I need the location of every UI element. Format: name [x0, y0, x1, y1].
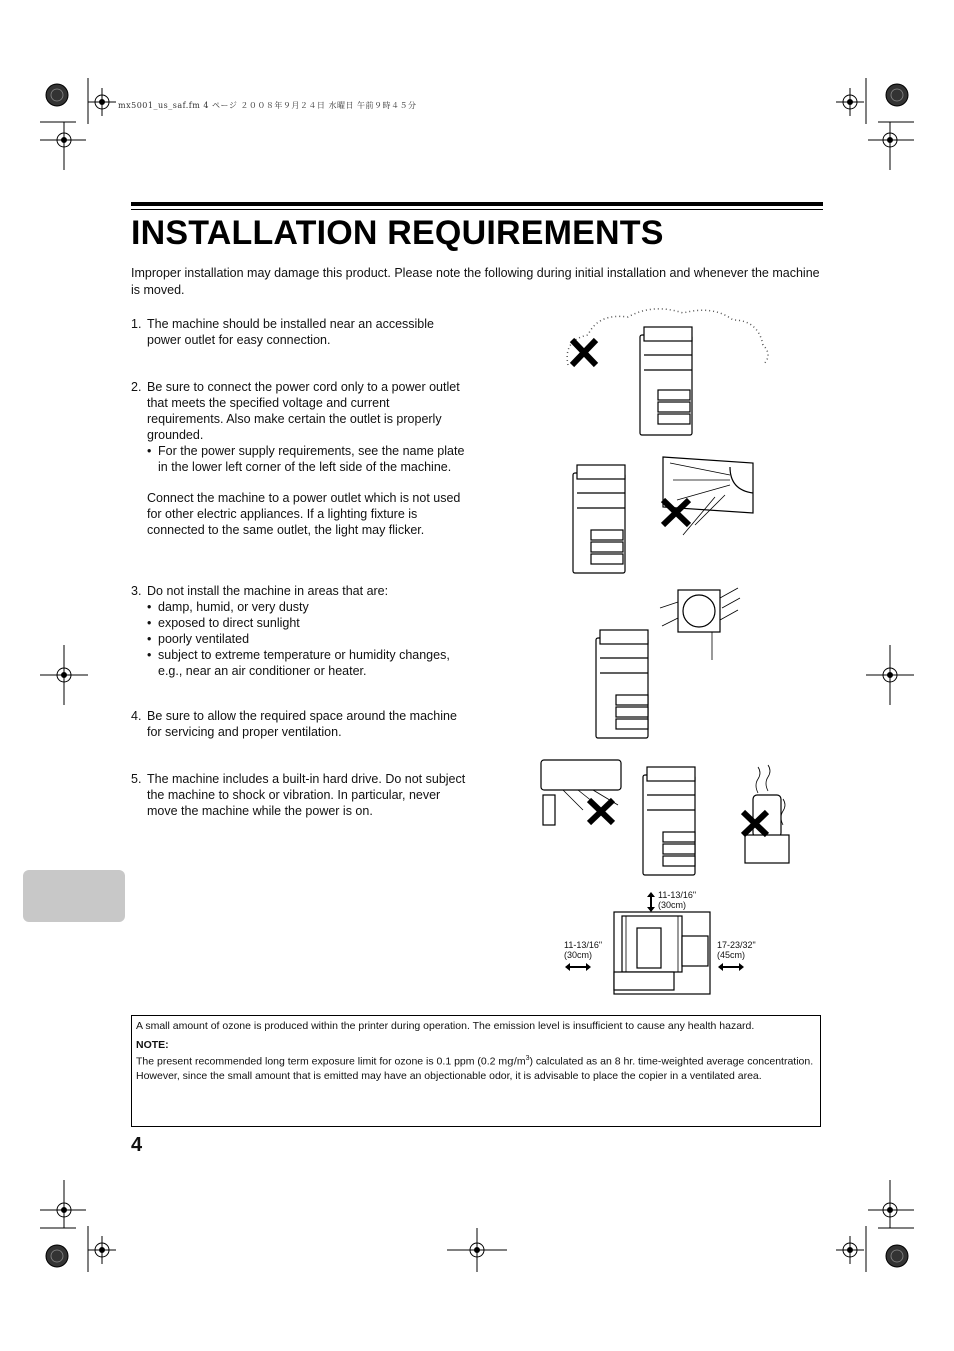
ozone-paragraph: A small amount of ozone is produced within the printer during operation. The emission level is insufficient to cause any health hazard.	[136, 1020, 755, 1032]
title-rule-thick	[131, 202, 823, 206]
item-text: The machine should be installed near an accessible power outlet for easy connection.	[147, 317, 434, 347]
requirement-item-4	[131, 708, 466, 740]
bullet-dot: •	[147, 648, 152, 662]
item-number: 3.	[131, 584, 142, 598]
bullet-dot: •	[147, 616, 152, 630]
illustration-sunlight	[565, 455, 765, 580]
requirement-item-5	[131, 771, 466, 819]
right-clearance-label: 17-23/32" (45cm)	[717, 940, 756, 960]
page-title: INSTALLATION REQUIREMENTS	[131, 214, 664, 252]
item-number: 4.	[131, 709, 142, 723]
note-label: NOTE:	[136, 1039, 169, 1051]
bullet-dot: •	[147, 632, 152, 646]
left-clearance-label: 11-13/16" (30cm)	[564, 940, 603, 960]
item-number: 2.	[131, 380, 142, 394]
bullet-item: • damp, humid, or very dusty	[147, 600, 309, 614]
item-text: Do not install the machine in areas that are:	[147, 584, 389, 598]
intro-paragraph: Improper installation may damage this product. Please note the following during initial installation and whenever the machine is moved.	[131, 266, 820, 297]
requirement-item-2	[131, 379, 466, 538]
top-clearance-arrow-icon	[646, 892, 656, 912]
ozone-note-box	[131, 1015, 821, 1127]
item-number: 1.	[131, 317, 142, 331]
item-text: Be sure to connect the power cord only to a power outlet that meets the specified voltage and current requirements. Also make certain the outlet is properly grounded.	[147, 380, 460, 442]
bullet-dot: •	[147, 444, 152, 458]
item-number: 5.	[131, 772, 142, 786]
left-clearance-arrow-icon	[565, 962, 591, 972]
bullet-item: • exposed to direct sunlight	[147, 616, 300, 630]
page-number: 4	[131, 1134, 143, 1156]
requirement-item-1	[131, 316, 466, 348]
chapter-tab	[23, 870, 125, 922]
title-rule-thin	[131, 209, 823, 210]
top-clearance-label: 11-13/16" (30cm)	[658, 890, 697, 910]
requirement-item-3	[131, 583, 466, 679]
bullet-item: • subject to extreme temperature or humidity changes, e.g., near an air conditioner or heater.	[147, 648, 450, 678]
illustration-poor-ventilation	[590, 580, 770, 745]
item-text: Be sure to allow the required space around the machine for servicing and proper ventilation.	[147, 709, 457, 739]
file-header-meta: mx5001_us_saf.fm 4 ページ ２００８年９月２４日 水曜日 午前９時４５分	[118, 101, 417, 110]
bullet-dot: •	[147, 600, 152, 614]
illustration-temperature-changes	[533, 755, 803, 880]
item-text: The machine includes a built-in hard drive. Do not subject the machine to shock or vibration. In particular, never move the machine while the power is on.	[147, 772, 466, 818]
odor-paragraph: However, since the small amount that is emitted may have an objectionable odor, it is advisable to place the copier in a ventilated area.	[136, 1069, 762, 1082]
bullet-item: • poorly ventilated	[147, 632, 250, 646]
exposure-limit-paragraph: The present recommended long term exposure limit for ozone is 0.1 ppm (0.2 $mg/m^3$) calculated as an 8 hr. time-weighted average concentration.	[136, 1055, 814, 1068]
item-extra-paragraph: Connect the machine to a power outlet which is not used for other electric appliances. If a lighting fixture is connected to the same outlet, the light may flicker.	[147, 491, 461, 537]
illustration-dusty-area	[558, 305, 778, 440]
bullet-item: • For the power supply requirements, see the name plate in the lower left corner of the left side of the machine.	[147, 444, 465, 474]
right-clearance-arrow-icon	[718, 962, 744, 972]
